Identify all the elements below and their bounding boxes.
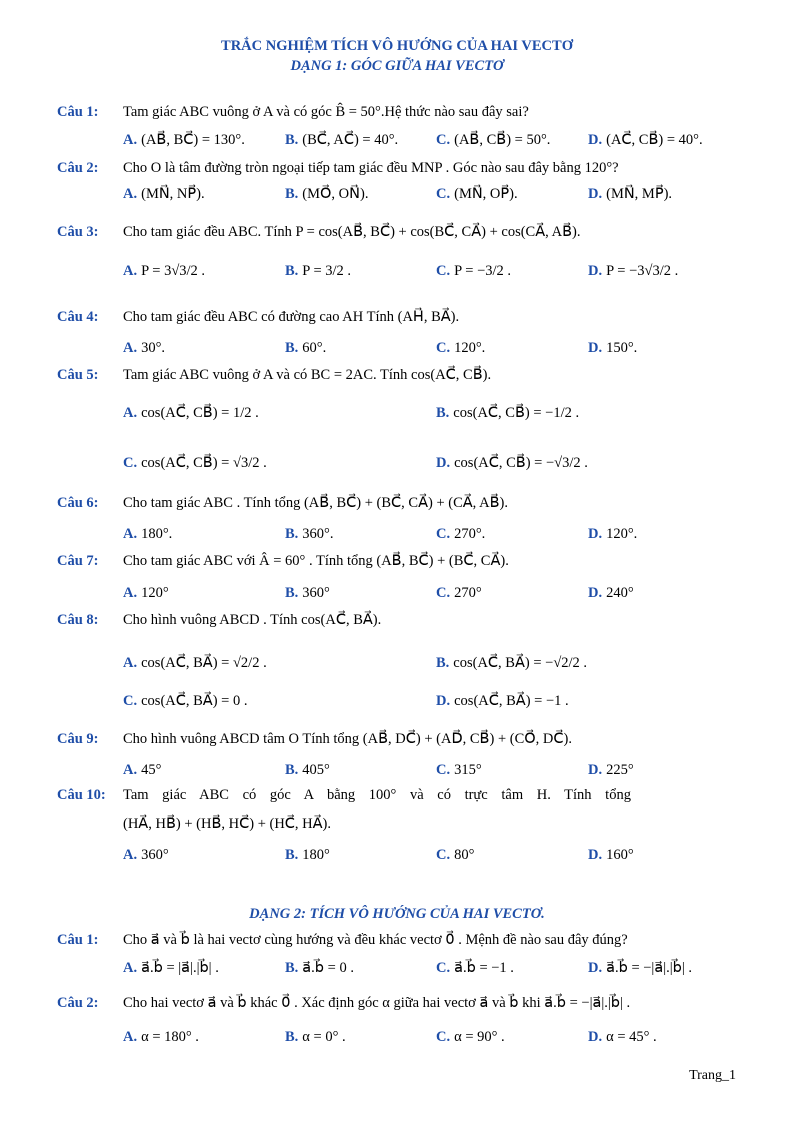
section-1-title: DẠNG 1: GÓC GIỮA HAI VECTƠ — [290, 58, 504, 74]
answer-option[interactable] — [436, 693, 569, 710]
option-key: C. — [436, 263, 451, 279]
answer-option[interactable] — [123, 405, 259, 422]
option-key: A. — [123, 340, 138, 356]
option-text: cos(AC⃗, BA⃗) = −√2/2 . — [453, 655, 588, 671]
answer-option[interactable] — [123, 526, 172, 543]
answer-option[interactable] — [123, 340, 165, 357]
option-key: D. — [436, 693, 451, 709]
answer-option[interactable] — [436, 340, 485, 357]
answer-option[interactable] — [285, 847, 330, 864]
question-text: Cho tam giác đều ABC có đường cao AH Tính (AH⃗, BA⃗). — [123, 309, 460, 325]
option-key: A. — [123, 186, 138, 202]
options-row — [123, 762, 747, 784]
answer-option[interactable] — [285, 1029, 346, 1046]
options-row — [123, 132, 747, 154]
answer-option[interactable] — [588, 847, 634, 864]
answer-option[interactable] — [123, 762, 161, 779]
answer-option[interactable] — [436, 655, 587, 672]
option-key: B. — [285, 186, 299, 202]
answer-option[interactable] — [123, 847, 169, 864]
option-text: (AB⃗, CB⃗) = 50°. — [454, 132, 551, 148]
question-text: Tam giác ABC có góc A bằng 100° và có trực tâm H. Tính tổng — [123, 787, 631, 803]
answer-option[interactable] — [588, 526, 637, 543]
question-label: Câu 4: — [57, 309, 99, 325]
answer-option[interactable] — [285, 762, 330, 779]
option-text: 80° — [454, 847, 475, 863]
option-text: 270°. — [454, 526, 486, 542]
option-text: α = 45° . — [606, 1029, 657, 1045]
option-key: A. — [123, 847, 138, 863]
options-row — [123, 340, 747, 362]
answer-option[interactable] — [123, 455, 267, 472]
option-key: B. — [285, 847, 299, 863]
answer-option[interactable] — [123, 655, 267, 672]
option-key: C. — [436, 585, 451, 601]
option-text: P = 3/2 . — [302, 263, 352, 279]
question-label: Câu 5: — [57, 367, 99, 383]
option-key: D. — [588, 340, 603, 356]
option-text: (MN⃗, NP⃗). — [141, 186, 205, 202]
option-text: α = 0° . — [302, 1029, 346, 1045]
question-text: Cho tam giác ABC với Â = 60° . Tính tổng (AB⃗, BC⃗) + (BC⃗, CA⃗). — [123, 553, 509, 569]
answer-option[interactable] — [123, 132, 245, 149]
option-key: C. — [436, 132, 451, 148]
option-key: D. — [588, 263, 603, 279]
option-key: B. — [285, 340, 299, 356]
question-label: Câu 1: — [57, 104, 99, 120]
question-text: Tam giác ABC vuông ở A và có góc B̂ = 50°.Hệ thức nào sau đây sai? — [123, 104, 529, 120]
answer-option[interactable] — [285, 960, 354, 977]
answer-option[interactable] — [285, 340, 326, 357]
option-text: (BC⃗, AC⃗) = 40°. — [302, 132, 399, 148]
option-key: B. — [285, 132, 299, 148]
option-text: 360°. — [302, 526, 334, 542]
option-text: cos(AC⃗, BA⃗) = 0 . — [141, 693, 248, 709]
answer-option[interactable] — [436, 1029, 505, 1046]
option-text: (MO⃗, ON⃗). — [302, 186, 369, 202]
doc-title: TRẮC NGHIỆM TÍCH VÔ HƯỚNG CỦA HAI VECTƠ — [221, 38, 573, 54]
option-text: 120° — [141, 585, 169, 601]
option-text: 360° — [302, 585, 330, 601]
option-key: D. — [588, 960, 603, 976]
option-key: C. — [436, 960, 451, 976]
answer-option[interactable] — [436, 960, 514, 977]
question-label: Câu 7: — [57, 553, 99, 569]
option-text: 225° — [606, 762, 634, 778]
option-key: D. — [588, 585, 603, 601]
question-text-continued: (HA⃗, HB⃗) + (HB⃗, HC⃗) + (HC⃗, HA⃗). — [123, 816, 332, 832]
option-text: 360° — [141, 847, 169, 863]
option-key: B. — [285, 960, 299, 976]
options-row — [123, 847, 747, 869]
option-key: C. — [123, 693, 138, 709]
question-label: Câu 10: — [57, 787, 106, 803]
question-label: Câu 1: — [57, 932, 99, 948]
option-key: A. — [123, 405, 138, 421]
answer-option[interactable] — [285, 263, 351, 280]
option-key: D. — [588, 847, 603, 863]
options-row — [123, 693, 747, 715]
question-text: Cho O là tâm đường tròn ngoại tiếp tam giác đều MNP . Góc nào sau đây bằng 120°? — [123, 160, 619, 176]
answer-option[interactable] — [436, 186, 518, 203]
option-text: (MN⃗, MP⃗). — [606, 186, 673, 202]
option-text: cos(AC⃗, CB⃗) = √3/2 . — [141, 455, 267, 471]
answer-option[interactable] — [436, 455, 588, 472]
option-text: 240° — [606, 585, 634, 601]
option-text: 120°. — [606, 526, 638, 542]
option-key: A. — [123, 132, 138, 148]
answer-option[interactable] — [123, 585, 169, 602]
option-key: D. — [588, 132, 603, 148]
option-key: A. — [123, 762, 138, 778]
answer-option[interactable] — [285, 132, 398, 149]
question-label: Câu 2: — [57, 160, 99, 176]
option-key: C. — [436, 186, 451, 202]
option-text: a⃗.b⃗ = −1 . — [454, 960, 514, 976]
question-text: Cho tam giác ABC . Tính tổng (AB⃗, BC⃗) + (BC⃗, CA⃗) + (CA⃗, AB⃗). — [123, 495, 508, 511]
option-key: B. — [436, 655, 450, 671]
option-text: 150°. — [606, 340, 638, 356]
option-text: α = 90° . — [454, 1029, 505, 1045]
answer-option[interactable] — [588, 585, 634, 602]
answer-option[interactable] — [436, 263, 511, 280]
options-row — [123, 655, 747, 677]
answer-option[interactable] — [588, 960, 692, 977]
option-text: 405° — [302, 762, 330, 778]
option-key: B. — [285, 762, 299, 778]
question-label: Câu 2: — [57, 995, 99, 1011]
answer-option[interactable] — [436, 847, 474, 864]
option-key: B. — [285, 585, 299, 601]
option-key: D. — [588, 186, 603, 202]
option-text: 60°. — [302, 340, 327, 356]
option-text: cos(AC⃗, CB⃗) = 1/2 . — [141, 405, 259, 421]
option-key: C. — [436, 847, 451, 863]
option-text: 160° — [606, 847, 634, 863]
question-text: Cho hình vuông ABCD tâm O Tính tổng (AB⃗, DC⃗) + (AD⃗, CB⃗) + (CO⃗, DC⃗). — [123, 731, 572, 747]
answer-option[interactable] — [436, 585, 482, 602]
options-row — [123, 960, 747, 982]
answer-option[interactable] — [588, 1029, 657, 1046]
answer-option[interactable] — [123, 263, 205, 280]
answer-option[interactable] — [285, 186, 368, 203]
option-key: D. — [588, 526, 603, 542]
options-row — [123, 405, 747, 427]
question-text: Cho hai vectơ a⃗ và b⃗ khác 0⃗ . Xác định góc α giữa hai vectơ a⃗ và b⃗ khi a⃗.b⃗ = −|a⃗|.|b⃗| . — [123, 995, 631, 1011]
options-row — [123, 1029, 747, 1051]
option-text: 315° — [454, 762, 482, 778]
page-footer: Trang_1 — [689, 1068, 736, 1083]
question-text: Tam giác ABC vuông ở A và có BC = 2AC. Tính cos(AC⃗, CB⃗). — [123, 367, 492, 383]
question-label: Câu 6: — [57, 495, 99, 511]
options-row — [123, 186, 747, 208]
answer-option[interactable] — [436, 762, 482, 779]
option-text: 30°. — [141, 340, 166, 356]
option-key: D. — [436, 455, 451, 471]
options-row — [123, 263, 747, 285]
answer-option[interactable] — [436, 526, 485, 543]
option-key: C. — [436, 340, 451, 356]
answer-option[interactable] — [123, 693, 247, 710]
answer-option[interactable] — [123, 1029, 199, 1046]
option-text: 270° — [454, 585, 482, 601]
option-text: a⃗.b⃗ = −|a⃗|.|b⃗| . — [606, 960, 693, 976]
option-key: A. — [123, 1029, 138, 1045]
question-label: Câu 9: — [57, 731, 99, 747]
option-key: A. — [123, 585, 138, 601]
option-text: a⃗.b⃗ = 0 . — [302, 960, 354, 976]
answer-option[interactable] — [285, 526, 333, 543]
option-text: 180°. — [141, 526, 173, 542]
answer-option[interactable] — [285, 585, 330, 602]
answer-option[interactable] — [588, 132, 703, 149]
option-key: B. — [285, 263, 299, 279]
answer-option[interactable] — [436, 405, 579, 422]
answer-option[interactable] — [436, 132, 550, 149]
option-text: P = −3√3/2 . — [606, 263, 679, 279]
option-key: B. — [436, 405, 450, 421]
option-text: 45° — [141, 762, 162, 778]
option-key: A. — [123, 655, 138, 671]
question-text: Cho a⃗ và b⃗ là hai vectơ cùng hướng và đều khác vectơ 0⃗ . Mệnh đề nào sau đây đúng? — [123, 932, 628, 948]
answer-option[interactable] — [588, 340, 637, 357]
options-row — [123, 455, 747, 477]
option-text: P = −3/2 . — [454, 263, 512, 279]
answer-option[interactable] — [588, 762, 634, 779]
option-key: C. — [123, 455, 138, 471]
option-key: C. — [436, 762, 451, 778]
option-text: P = 3√3/2 . — [141, 263, 206, 279]
question-text: Cho tam giác đều ABC. Tính P = cos(AB⃗, BC⃗) + cos(BC⃗, CA⃗) + cos(CA⃗, AB⃗). — [123, 224, 581, 240]
option-text: (MN⃗, OP⃗). — [454, 186, 518, 202]
option-text: cos(AC⃗, CB⃗) = −√3/2 . — [454, 455, 588, 471]
option-key: B. — [285, 1029, 299, 1045]
answer-option[interactable] — [588, 186, 672, 203]
option-key: D. — [588, 1029, 603, 1045]
option-text: cos(AC⃗, CB⃗) = −1/2 . — [453, 405, 580, 421]
option-text: 180° — [302, 847, 330, 863]
option-text: cos(AC⃗, BA⃗) = −1 . — [454, 693, 569, 709]
option-key: A. — [123, 526, 138, 542]
option-text: cos(AC⃗, BA⃗) = √2/2 . — [141, 655, 267, 671]
option-key: D. — [588, 762, 603, 778]
question-label: Câu 8: — [57, 612, 99, 628]
option-text: (AC⃗, CB⃗) = 40°. — [606, 132, 703, 148]
option-key: C. — [436, 1029, 451, 1045]
option-text: 120°. — [454, 340, 486, 356]
answer-option[interactable] — [123, 186, 205, 203]
options-row — [123, 585, 747, 607]
option-key: A. — [123, 263, 138, 279]
option-key: A. — [123, 960, 138, 976]
question-text: Cho hình vuông ABCD . Tính cos(AC⃗, BA⃗). — [123, 612, 382, 628]
options-row — [123, 526, 747, 548]
answer-option[interactable] — [588, 263, 678, 280]
question-label: Câu 3: — [57, 224, 99, 240]
answer-option[interactable] — [123, 960, 219, 977]
option-key: C. — [436, 526, 451, 542]
option-key: B. — [285, 526, 299, 542]
option-text: a⃗.b⃗ = |a⃗|.|b⃗| . — [141, 960, 219, 976]
option-text: (AB⃗, BC⃗) = 130°. — [141, 132, 245, 148]
option-text: α = 180° . — [141, 1029, 199, 1045]
section-2-title: DẠNG 2: TÍCH VÔ HƯỚNG CỦA HAI VECTƠ. — [249, 906, 545, 922]
